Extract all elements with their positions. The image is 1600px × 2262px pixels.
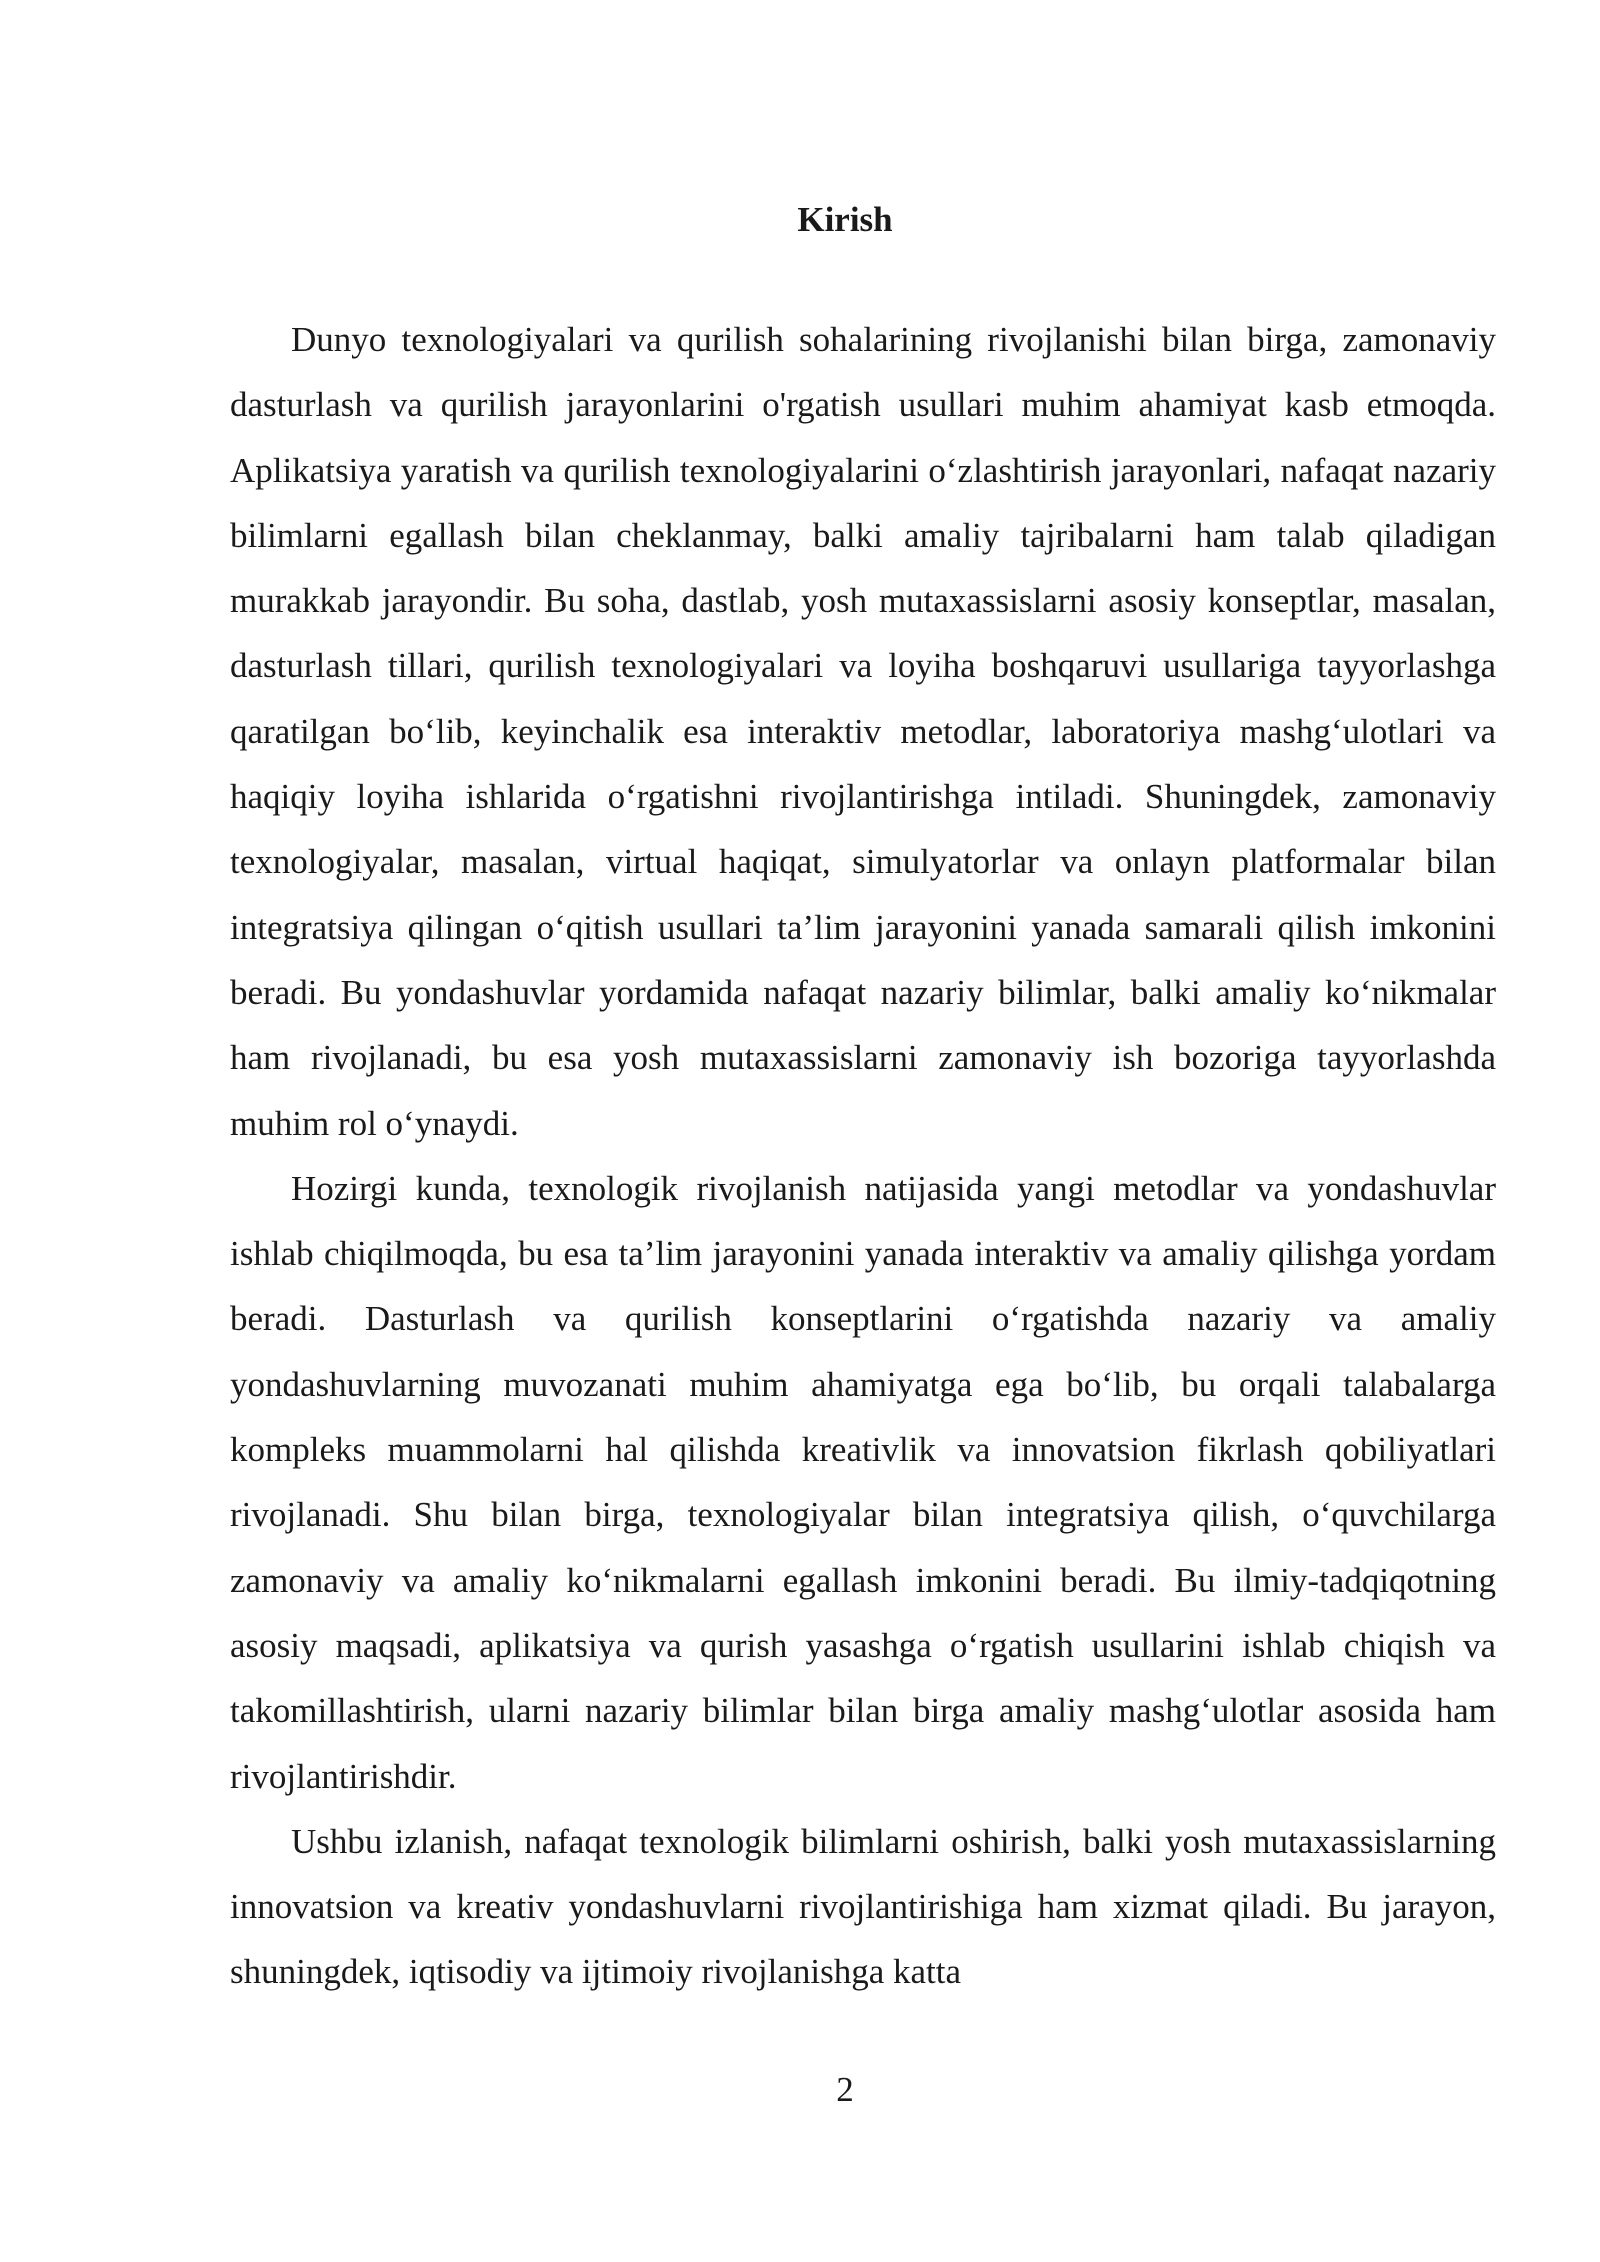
- paragraph-2: Hozirgi kunda, texnologik rivojlanish natijasida yangi metodlar va yondashuvlar ishlab chiqilmoqda, bu esa ta’lim jarayonini yanada interaktiv va amaliy qilishga yordam beradi. Dasturlash va qurilish konseptlarini o‘rgatishda nazariy va amaliy yondashuvlarning muvozanati muhim ahamiyatga ega bo‘lib, bu orqali talabalarga kompleks muammolarni hal qilishda kreativlik va innovatsion fikrlash qobiliyatlari rivojlanadi. Shu bilan birga, texnologiyalar bilan integratsiya qilish, o‘quvchilarga zamonaviy va amaliy ko‘nikmalarni egallash imkonini beradi. Bu ilmiy-tadqiqotning asosiy maqsadi, aplikatsiya va qurish yasashga o‘rgatish usullarini ishlab chiqish va takomillashtirish, ularni nazariy bilimlar bilan birga amaliy mashg‘ulotlar asosida ham rivojlantirishdir.: [230, 1168, 1496, 1796]
- page-number: 2: [836, 2070, 854, 2109]
- paragraph-1: Dunyo texnologiyalari va qurilish sohalarining rivojlanishi bilan birga, zamonaviy dasturlash va qurilish jarayonlarini o'rgatish usullari muhim ahamiyat kasb etmoqda. Aplikatsiya yaratish va qurilish texnologiyalarini o‘zlashtirish jarayonlari, nafaqat nazariy bilimlarni egallash bilan cheklanmay, balki amaliy tajribalarni ham talab qiladigan murakkab jarayondir. Bu soha, dastlab, yosh mutaxassislarni asosiy konseptlar, masalan, dasturlash tillari, qurilish texnologiyalari va loyiha boshqaruvi usullariga tayyorlashga qaratilgan bo‘lib, keyinchalik esa interaktiv metodlar, laboratoriya mashg‘ulotlari va haqiqiy loyiha ishlarida o‘rgatishni rivojlantirishga intiladi. Shuningdek, zamonaviy texnologiyalar, masalan, virtual haqiqat, simulyatorlar va onlayn platformalar bilan integratsiya qilingan o‘qitish usullari ta’lim jarayonini yanada samarali qilish imkonini beradi. Bu yondashuvlar yordamida nafaqat nazariy bilimlar, balki amaliy ko‘nikmalar ham rivojlanadi, bu esa yosh mutaxassislarni zamonaviy ish bozoriga tayyorlashda muhim rol o‘ynaydi.: [230, 320, 1496, 1143]
- paragraph-3: Ushbu izlanish, nafaqat texnologik bilimlarni oshirish, balki yosh mutaxassislarning innovatsion va kreativ yondashuvlarni rivojlantirishiga ham xizmat qiladi. Bu jarayon, shuningdek, iqtisodiy va ijtimoiy rivojlanishga katta: [230, 1821, 1496, 1992]
- section-title: Kirish: [797, 200, 893, 239]
- body-text: [230, 307, 1496, 2005]
